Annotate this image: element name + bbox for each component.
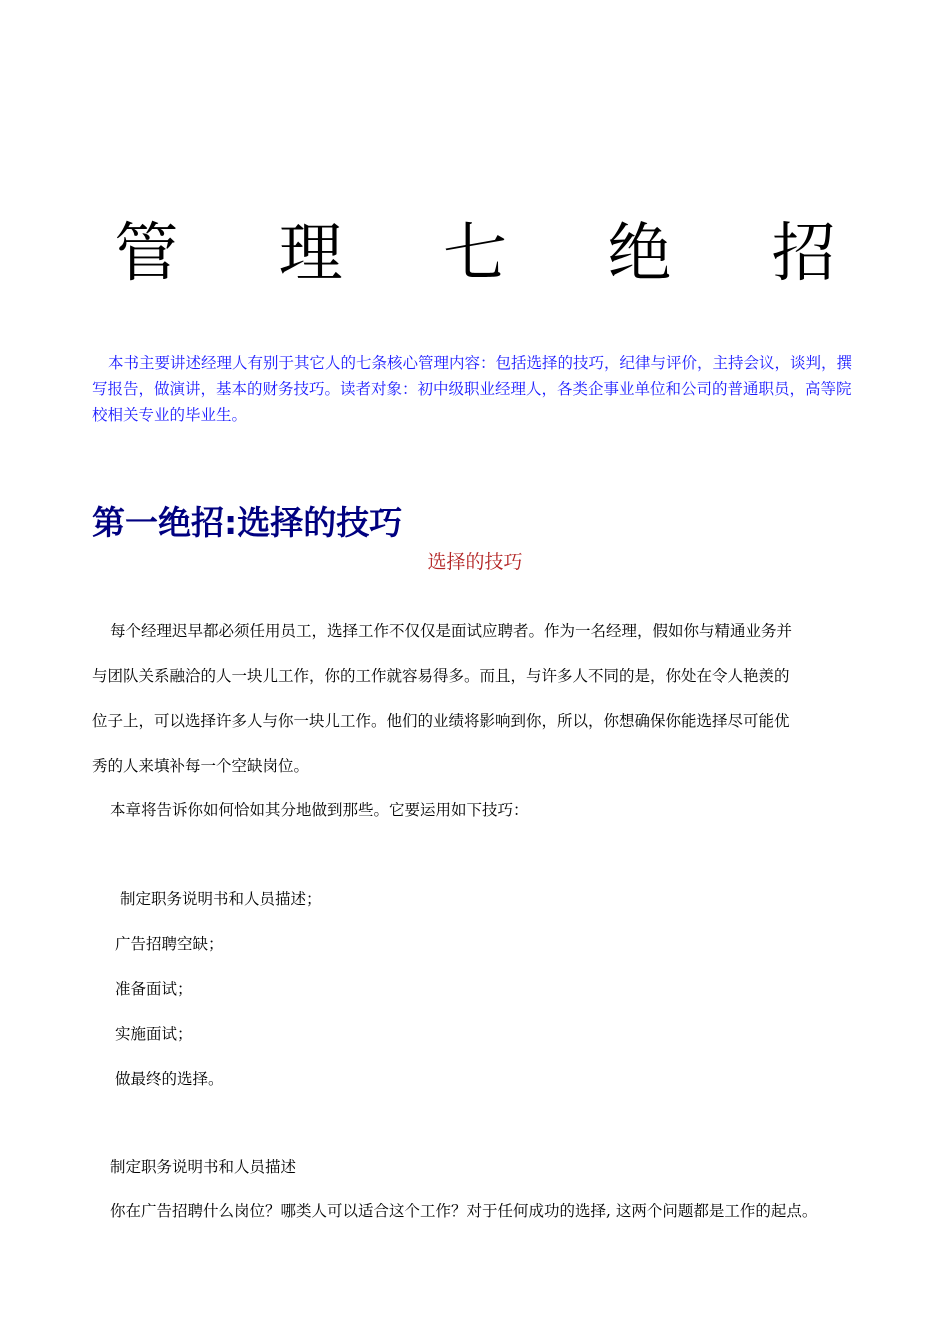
list-item: 做最终的选择。: [115, 1070, 224, 1088]
paragraph-line: 与团队关系融洽的人一块儿工作，你的工作就容易得多。而且，与许多人不同的是，你处在令人艳羡的: [92, 667, 790, 685]
chapter-heading: 第一绝招:选择的技巧: [92, 503, 403, 542]
list-item: 制定职务说明书和人员描述；: [120, 890, 322, 908]
paragraph-line: 位子上，可以选择许多人与你一块儿工作。他们的业绩将影响到你，所以，你想确保你能选择尽可能优: [92, 712, 790, 730]
paragraph-intro-techniques: 本章将告诉你如何恰如其分地做到那些。它要运用如下技巧：: [110, 801, 529, 819]
section-paragraph: 你在广告招聘什么岗位？哪类人可以适合这个工作？对于任何成功的选择, 这两个问题都是工作的起点。: [110, 1202, 818, 1220]
list-item: 实施面试；: [115, 1025, 193, 1043]
list-item: 准备面试；: [115, 980, 193, 998]
section-heading: 制定职务说明书和人员描述: [110, 1158, 297, 1176]
paragraph-line: 秀的人来填补每一个空缺岗位。: [92, 757, 310, 775]
book-intro-paragraph: 本书主要讲述经理人有别于其它人的七条核心管理内容：包括选择的技巧，纪律与评价，主持会议，谈判，撰写报告，做演讲，基本的财务技巧。读者对象：初中级职业经理人，各类企事业单位和公司的普通职员，高等院校相关专业的毕业生。: [92, 354, 853, 424]
paragraph-line: 每个经理迟早都必须任用员工，选择工作不仅仅是面试应聘者。作为一名经理，假如你与精通业务并: [110, 622, 793, 640]
document-title: 管 理 七 绝 招: [114, 217, 876, 291]
chapter-subtitle: 选择的技巧: [427, 551, 523, 573]
list-item: 广告招聘空缺；: [115, 935, 224, 953]
